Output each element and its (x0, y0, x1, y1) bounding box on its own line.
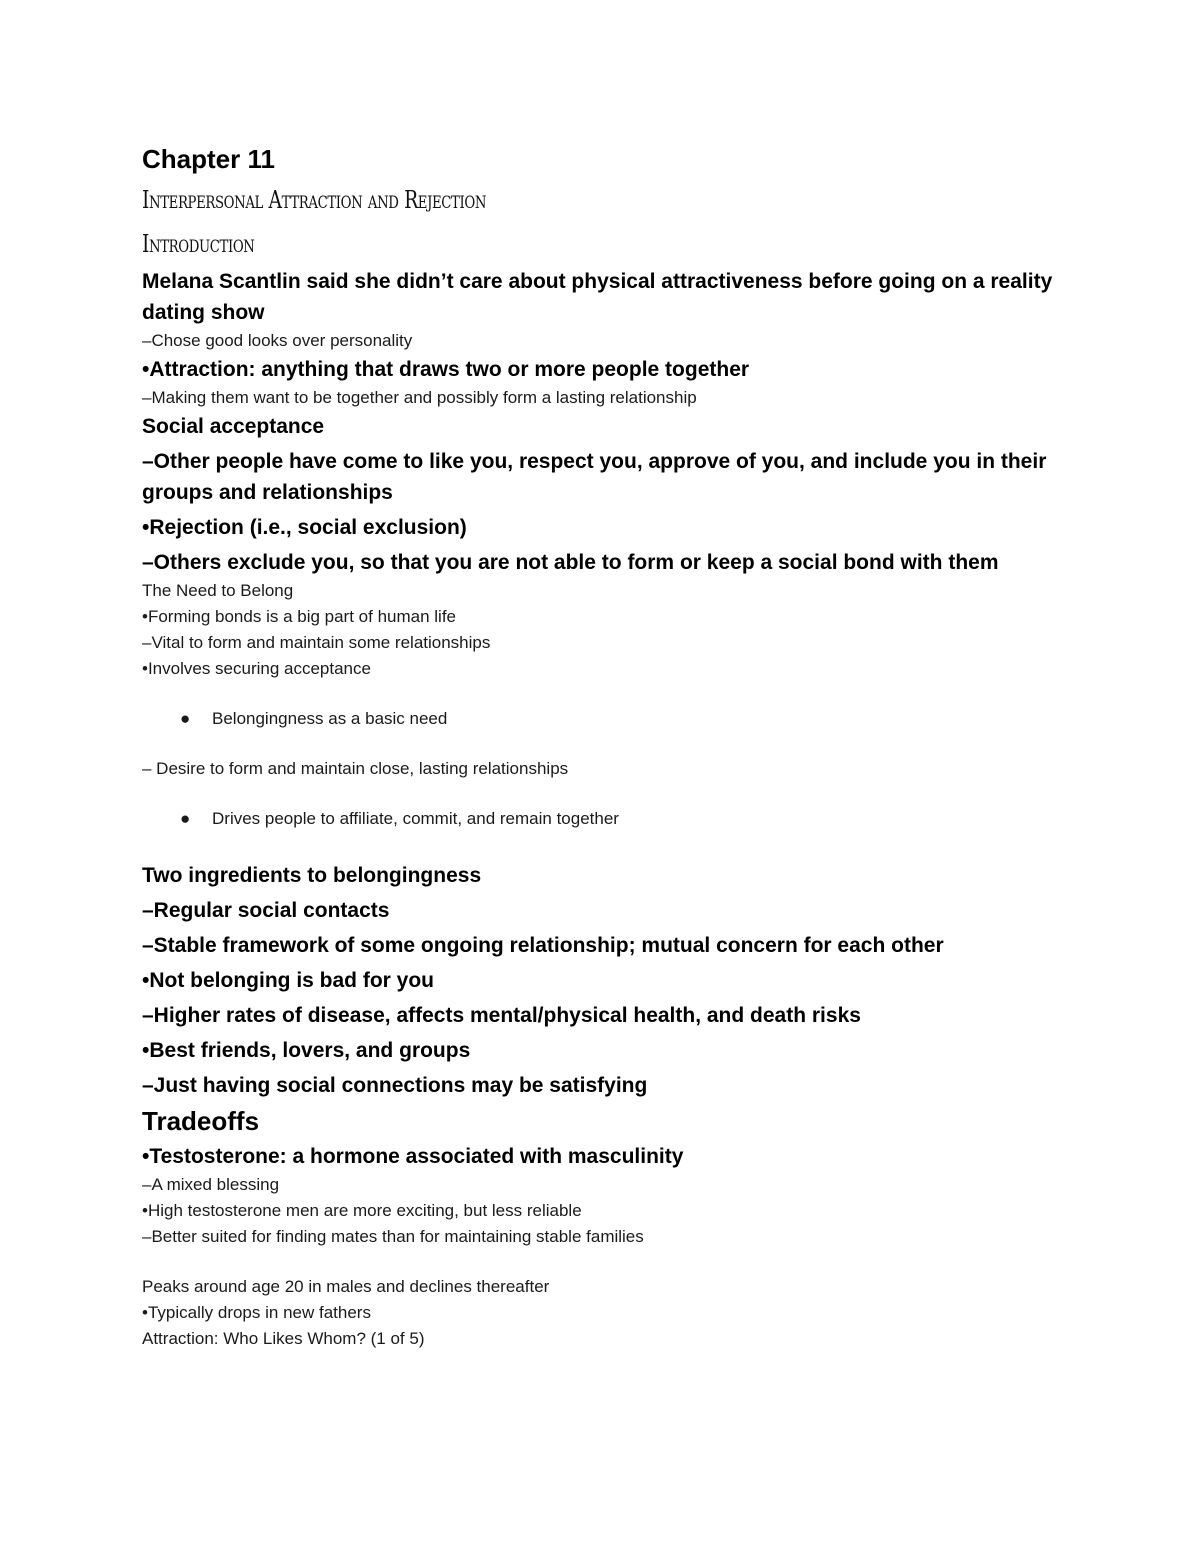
belong-line: •Involves securing acceptance (142, 659, 371, 678)
ingredients-line: Two ingredients to belongingness (142, 864, 482, 887)
intro-line: –Others exclude you, so that you are not able to form or keep a social bond with them (142, 551, 999, 574)
tradeoffs-line: Peaks around age 20 in males and declines thereafter (142, 1277, 550, 1296)
intro-line: –Chose good looks over personality (142, 331, 413, 350)
tradeoffs-line: •High testosterone men are more exciting, but less reliable (142, 1201, 582, 1220)
section-heading: Introduction (142, 230, 255, 258)
tradeoffs-line: •Typically drops in new fathers (142, 1303, 371, 1322)
chapter-heading: Chapter 11 (142, 144, 275, 174)
chapter-title: Interpersonal Attraction and Rejection (142, 186, 487, 214)
intro-line: Melana Scantlin said she didn’t care about physical attractiveness before going on a reality dating show (142, 270, 1053, 324)
belong-line: – Desire to form and maintain close, lasting relationships (142, 759, 569, 778)
belong-line: –Vital to form and maintain some relationships (142, 633, 491, 652)
intro-line: Social acceptance (142, 415, 325, 438)
ingredients-line: –Regular social contacts (142, 899, 390, 922)
intro-line: •Rejection (i.e., social exclusion) (142, 516, 467, 539)
list-item (142, 806, 1062, 832)
intro-line: •Attraction: anything that draws two or more people together (142, 358, 750, 381)
document-page (142, 140, 1062, 1352)
ingredients-line: –Higher rates of disease, affects mental/physical health, and death risks (142, 1004, 861, 1027)
list-item-text: Drives people to affiliate, commit, and remain together (212, 809, 619, 828)
list-item (142, 706, 1062, 732)
list-item-text: Belongingness as a basic need (212, 709, 448, 728)
ingredients-line: –Just having social connections may be satisfying (142, 1074, 648, 1097)
intro-line: –Other people have come to like you, respect you, approve of you, and include you in their groups and relationships (142, 450, 1047, 504)
bullet-icon: ● (180, 809, 191, 828)
tradeoffs-line: •Testosterone: a hormone associated with masculinity (142, 1145, 684, 1168)
bullet-icon: ● (180, 709, 191, 728)
ingredients-line: •Not belonging is bad for you (142, 969, 435, 992)
belong-line: •Forming bonds is a big part of human life (142, 607, 457, 626)
belong-title: The Need to Belong (142, 581, 294, 600)
ingredients-line: •Best friends, lovers, and groups (142, 1039, 471, 1062)
tradeoffs-heading: Tradeoffs (142, 1106, 260, 1136)
intro-line: –Making them want to be together and possibly form a lasting relationship (142, 388, 697, 407)
ingredients-line: –Stable framework of some ongoing relationship; mutual concern for each other (142, 934, 944, 957)
tradeoffs-line: –A mixed blessing (142, 1175, 280, 1194)
tradeoffs-line: –Better suited for finding mates than for maintaining stable families (142, 1227, 644, 1246)
tradeoffs-line: Attraction: Who Likes Whom? (1 of 5) (142, 1329, 425, 1348)
